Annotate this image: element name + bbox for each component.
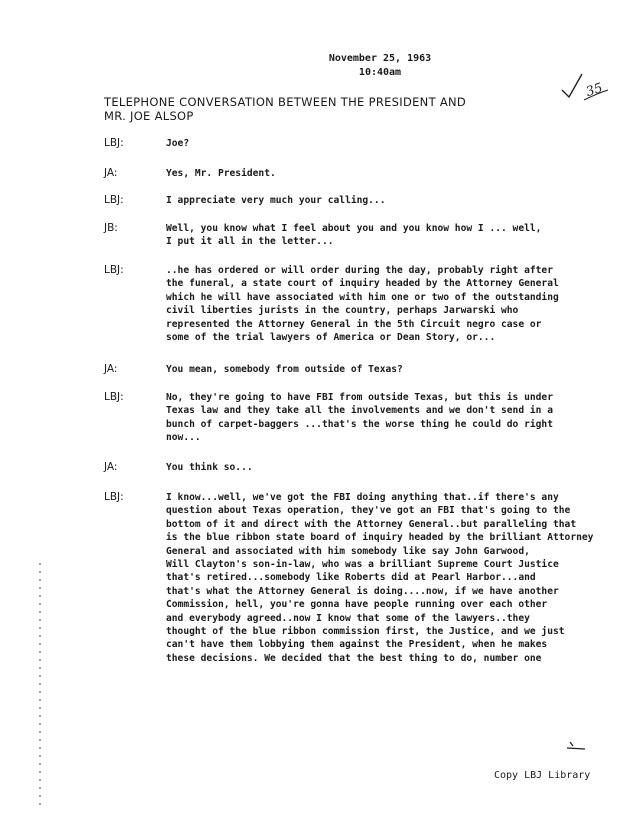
speech-line: Texas law and they take all the involvements and we don't send in a: [166, 405, 553, 417]
speech-text: [166, 137, 604, 150]
speech-line: thought of the blue ribbon commission first, the Justice, and we just: [166, 626, 565, 638]
check-mark-annotation: [560, 70, 610, 110]
speaker-label: LBJ:: [104, 264, 124, 276]
speech-text: [166, 491, 604, 665]
speech-line: now...: [166, 432, 201, 444]
speaker-label: JA:: [104, 363, 118, 375]
speech-line: No, they're going to have FBI from outside Texas, but this is under: [166, 392, 553, 403]
speech-line: Joe?: [166, 138, 190, 149]
speech-text: [166, 167, 604, 180]
speaker-label: JA:: [104, 167, 118, 179]
speech-text: [166, 222, 604, 249]
speech-line: these decisions. We decided that the best thing to do, number one: [166, 652, 542, 664]
speech-line: Yes, Mr. President.: [166, 168, 276, 179]
speech-line: You mean, somebody from outside of Texas?: [166, 364, 403, 375]
date-time-header: [300, 52, 460, 80]
speech-line: General and associated with him somebody like say John Garwood,: [166, 545, 530, 557]
library-footer: Copy LBJ Library: [494, 770, 591, 781]
date: November 25, 1963: [328, 53, 432, 64]
title-line-1: TELEPHONE CONVERSATION BETWEEN THE PRESIDENT AND: [104, 95, 467, 109]
speaker-label: JA:: [104, 461, 118, 473]
speech-line: that's what the Attorney General is doing....now, if we have another: [166, 585, 559, 597]
speech-line: that's retired...somebody like Roberts did at Pearl Harbor...and: [166, 572, 536, 584]
speaker-label: LBJ:: [104, 491, 124, 503]
speech-text: [166, 461, 604, 474]
speech-line: I appreciate very much your calling...: [166, 195, 386, 206]
margin-punch-dots: [38, 560, 42, 810]
speech-text: [166, 194, 604, 207]
speaker-label: LBJ:: [104, 137, 124, 149]
speech-line: I put it all in the letter...: [166, 236, 334, 248]
speech-line: bunch of carpet-baggers ...that's the worse thing he could do right: [166, 418, 553, 430]
speaker-label: LBJ:: [104, 391, 124, 403]
speaker-label: LBJ:: [104, 194, 124, 206]
speech-line: Well, you know what I feel about you and you know how I ... well,: [166, 223, 542, 234]
margin-number: 35: [584, 80, 605, 101]
speech-line: I know...well, we've got the FBI doing anything that..if there's any: [166, 492, 559, 503]
speech-line: can't have them lobbying them against the President, when he makes: [166, 639, 548, 651]
speech-line: Will Clayton's son-in-law, who was a brilliant Supreme Court Justice: [166, 559, 559, 571]
title-line-2: MR. JOE ALSOP: [104, 109, 194, 123]
speech-line: some of the trial lawyers of America or Dean Story, or...: [166, 332, 496, 344]
speech-line: You think so...: [166, 462, 253, 473]
speech-line: civil liberties jurists in the country, perhaps Jarwarski who: [166, 305, 519, 317]
speech-line: the funeral, a state court of inquiry headed by the Attorney General: [166, 278, 559, 290]
speech-line: ..he has ordered or will order during the day, probably right after: [166, 265, 553, 276]
speech-line: is the blue ribbon state board of inquiry headed by the brilliant Attorney: [166, 532, 594, 544]
speech-text: [166, 363, 604, 376]
time: 10:40am: [358, 67, 402, 78]
speech-line: question about Texas operation, they've got an FBI that's going to the: [166, 505, 571, 517]
speech-line: and everybody agreed..now I know that some of the lawyers..they: [166, 612, 530, 624]
speaker-label: JB:: [104, 222, 118, 234]
speech-line: Commission, hell, you're gonna have people running over each other: [166, 599, 548, 611]
speech-text: [166, 264, 604, 344]
speech-text: [166, 391, 604, 445]
speech-line: represented the Attorney General in the 5th Circuit negro case or: [166, 318, 542, 330]
document-title: [104, 95, 544, 123]
speech-line: which he will have associated with him one or two of the outstanding: [166, 291, 559, 303]
speech-line: bottom of it and direct with the Attorney General..but paralleling that: [166, 518, 577, 530]
page-corner-mark: [564, 740, 588, 754]
